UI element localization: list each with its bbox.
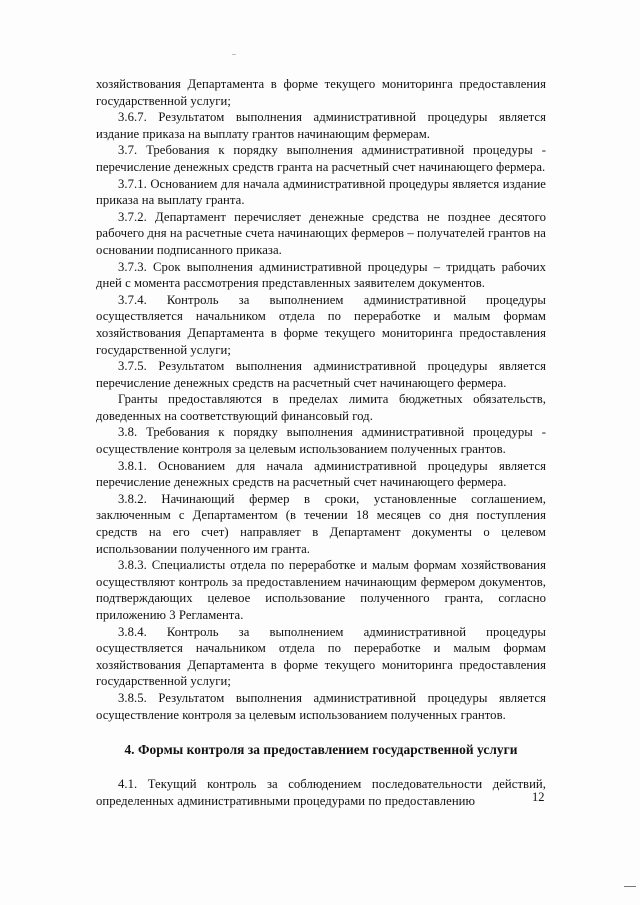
paragraph: 3.8.4. Контроль за выполнением административной процедуры осуществляется начальником отдела по переработке и малым формам хозяйствования Департамента в форме текущего мониторинга предоставления государственной услуги;: [96, 624, 546, 689]
paragraph: хозяйствования Департамента в форме текущего мониторинга предоставления государственной услуги;: [96, 77, 546, 108]
scan-mark: [232, 54, 236, 55]
paragraph: 3.6.7. Результатом выполнения административной процедуры является издание приказа на выплату грантов начинающим фермерам.: [96, 110, 546, 141]
paragraph: 4.1. Текущий контроль за соблюдением последовательности действий, определенных административными процедурами по предоставлению: [96, 777, 546, 808]
paragraph: 3.7.3. Срок выполнения административной процедуры – тридцать рабочих дней с момента рассмотрения представленных заявителем документов.: [96, 259, 546, 291]
scan-mark: [624, 886, 636, 887]
paragraph: 3.8.5. Результатом выполнения административной процедуры является осуществление контроля за целевым использованием полученных грантов.: [96, 690, 546, 722]
paragraph: 3.8.1. Основанием для начала административной процедуры является перечисление денежных средств на расчетный счет начинающего фермера.: [96, 458, 546, 490]
paragraph: 3.8.3. Специалисты отдела по переработке и малым формам хозяйствования осуществляют контроль за предоставлением начинающим фермером документов, подтверждающих целевое использование полученного гранта, согласно приложению 3 Регламента.: [96, 558, 546, 622]
document-body: [96, 76, 546, 809]
paragraph: Гранты предоставляются в пределах лимита бюджетных обязательств, доведенных на соответствующий финансовый год.: [96, 392, 546, 423]
paragraph: 3.7.2. Департамент перечисляет денежные средства не позднее десятого рабочего дня на расчетные счета начинающих фермеров – получателей грантов на основании подписанного приказа.: [96, 209, 546, 257]
paragraph: 3.7.1. Основанием для начала административной процедуры является издание приказа на выплату гранта.: [96, 176, 546, 208]
paragraph: 3.7. Требования к порядку выполнения административной процедуры - перечисление денежных средств гранта на расчетный счет начинающего фермера.: [96, 143, 546, 174]
paragraph: 3.7.5. Результатом выполнения административной процедуры является перечисление денежных средств на расчетный счет начинающего фермера.: [96, 359, 546, 390]
paragraph: 3.8.2. Начинающий фермер в сроки, установленные соглашением, заключенным с Департаментом (в течении 18 месяцев со дня поступления средств на его счет) направляет в Департамент документы о целевом использовании полученного им гранта.: [96, 491, 546, 556]
section-heading: 4. Формы контроля за предоставлением государственной услуги: [124, 742, 518, 758]
paragraph: 3.8. Требования к порядку выполнения административной процедуры - осуществление контроля за целевым использованием полученных грантов.: [96, 425, 546, 457]
paragraph: 3.7.4. Контроль за выполнением административной процедуры осуществляется начальником отдела по переработке и малым формам хозяйствования Департамента в форме текущего мониторинга предоставления государственной услуги;: [96, 292, 546, 357]
page-number: 12: [532, 790, 545, 804]
